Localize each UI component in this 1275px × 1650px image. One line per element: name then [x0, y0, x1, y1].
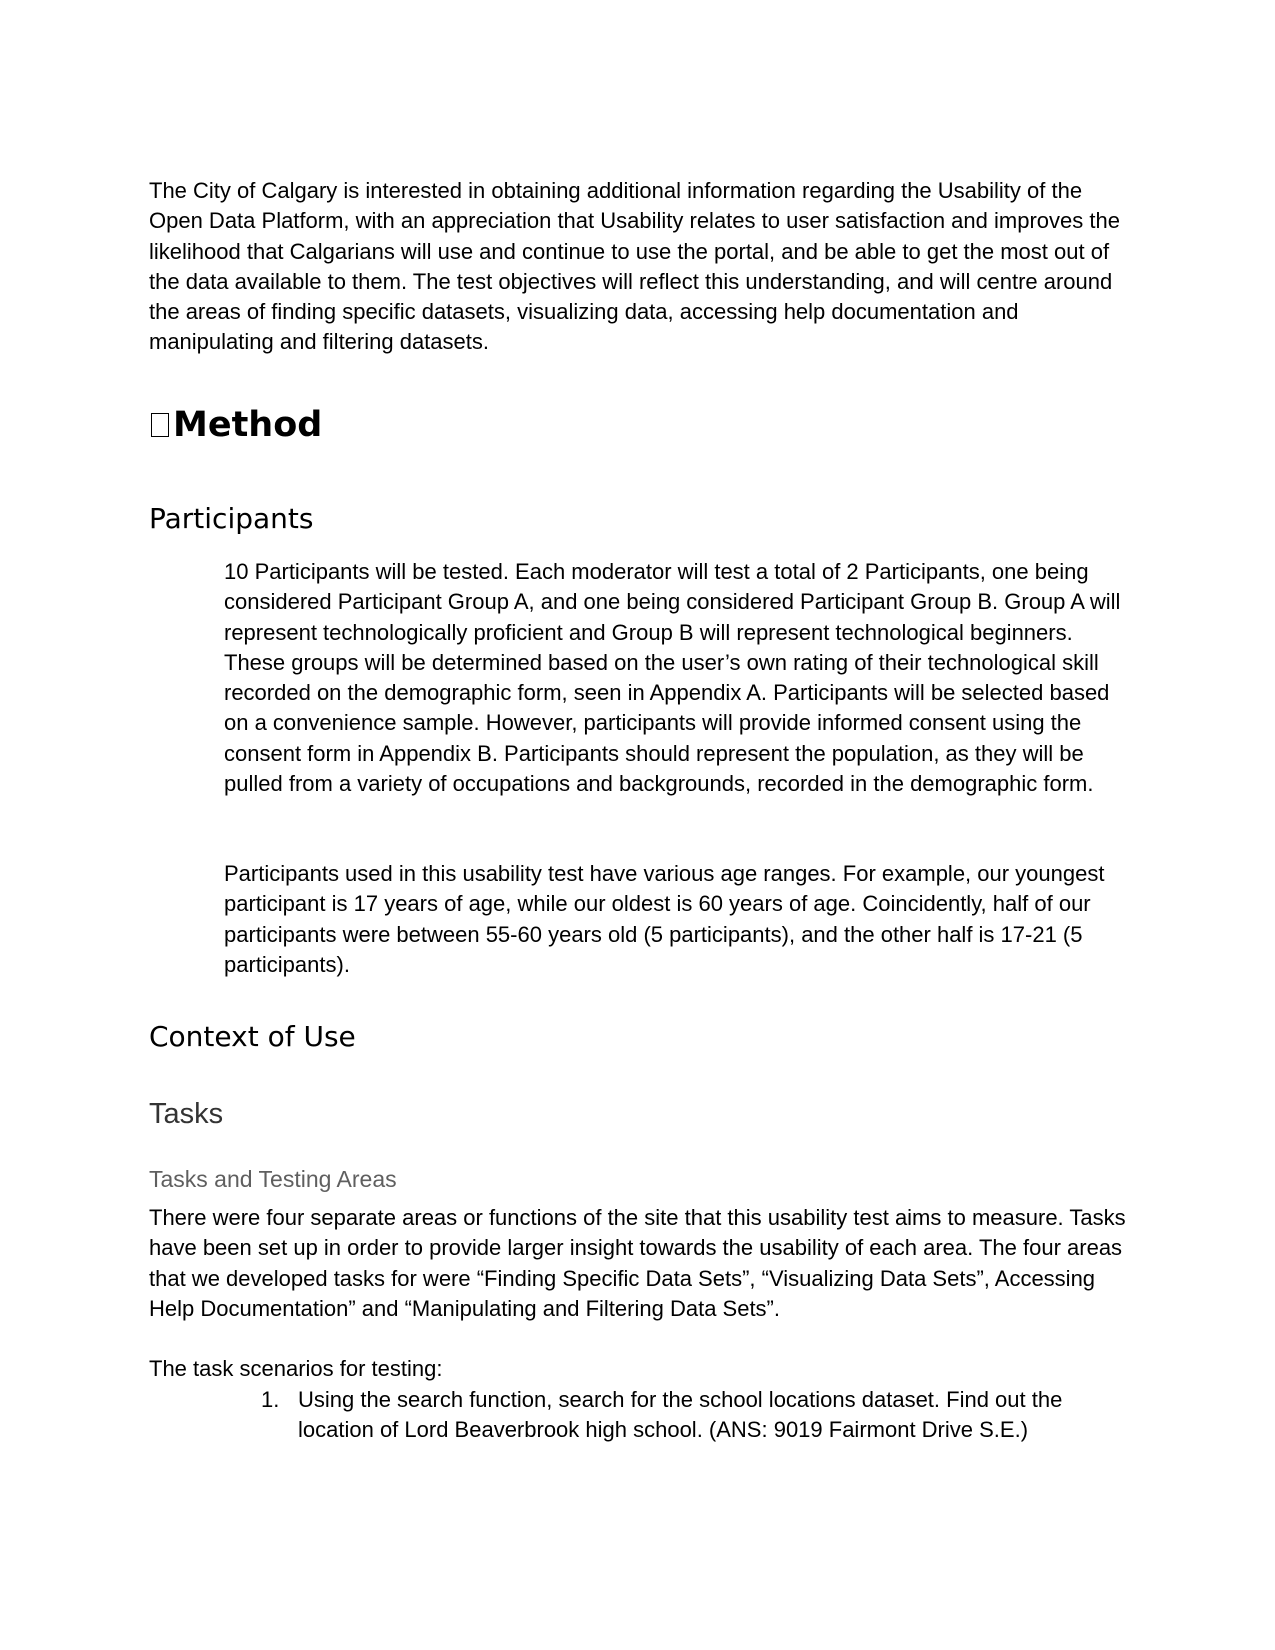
participants-heading: Participants — [149, 502, 314, 535]
list-item-text: Using the search function, search for the school locations dataset. Find out the location of Lord Beaverbrook high school. (ANS: 9019 Fairmont Drive S.E.) — [298, 1387, 1063, 1443]
missing-glyph-box-icon — [151, 413, 169, 437]
tasks-description: There were four separate areas or functions of the site that this usability test aims to measure. Tasks have been set up in order to provide larger insight towards the usability of each area. The four areas that we developed tasks for were “Finding Specific Data Sets”, “Visualizing Data Sets”, Accessing Help Documentation” and “Manipulating and Filtering Data Sets”. — [149, 1205, 1126, 1321]
tasks-heading: Tasks — [149, 1098, 224, 1130]
participants-paragraph-1: 10 Participants will be tested. Each moderator will test a total of 2 Participants, one being considered Participant Group A, and one being considered Participant Group B. Group A will represent technologically proficient and Group B will represent technological beginners. These groups will be determined based on the user’s own rating of their technological skill recorded on the demographic form, seen in Appendix A. Participants will be selected based on a convenience sample. However, participants will provide informed consent using the consent form in Appendix B. Participants should represent the population, as they will be pulled from a variety of occupations and backgrounds, recorded in the demographic form. — [224, 559, 1121, 797]
task-scenario-list — [261, 1385, 1131, 1446]
context-of-use-heading: Context of Use — [149, 1020, 356, 1053]
intro-paragraph: The City of Calgary is interested in obtaining additional information regarding the Usability of the Open Data Platform, with an appreciation that Usability relates to user satisfaction and improves the likelihood that Calgarians will use and continue to use the portal, and be able to get the most out of the data available to them. The test objectives will reflect this understanding, and will centre around the areas of finding specific datasets, visualizing data, accessing help documentation and manipulating and filtering datasets. — [149, 178, 1120, 355]
task-scenarios-label: The task scenarios for testing: — [149, 1356, 443, 1381]
tasks-and-testing-areas-heading: Tasks and Testing Areas — [149, 1166, 397, 1192]
list-item-number: 1. — [261, 1387, 280, 1412]
method-heading — [151, 403, 322, 447]
participants-paragraph-2: Participants used in this usability test have various age ranges. For example, our youngest participant is 17 years of age, while our oldest is 60 years of age. Coincidently, half of our participants were between 55-60 years old (5 participants), and the other half is 17-21 (5 participants). — [224, 861, 1105, 977]
list-item — [261, 1385, 1131, 1446]
method-heading-text: Method — [173, 405, 323, 445]
